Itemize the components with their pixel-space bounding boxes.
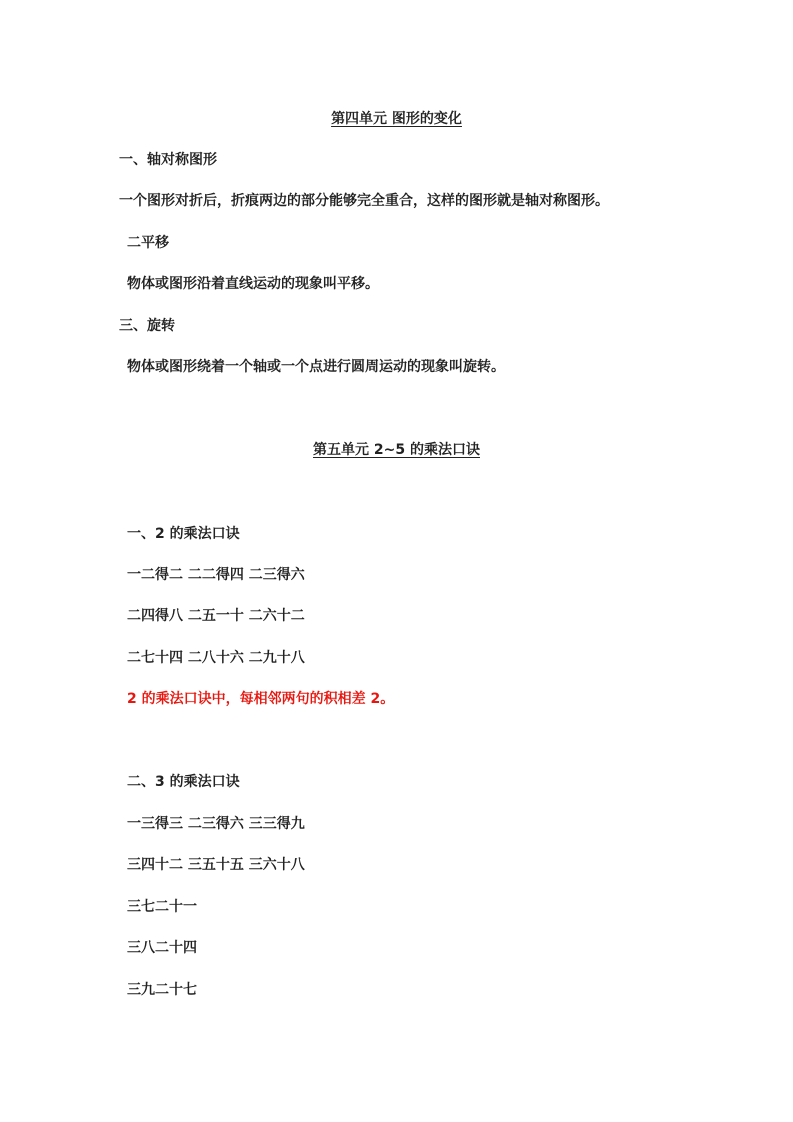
paragraph-axial-symmetry: 一个图形对折后，折痕两边的部分能够完全重合，这样的图形就是轴对称图形。 (119, 193, 609, 209)
section-heading-table-2: 一、2 的乘法口诀 (127, 526, 240, 542)
table-3-row: 三四十二 三五十五 三六十八 (127, 857, 305, 873)
paragraph-rotation: 物体或图形绕着一个轴或一个点进行圆周运动的现象叫旋转。 (127, 359, 505, 375)
paragraph-translation: 物体或图形沿着直线运动的现象叫平移。 (127, 276, 379, 292)
section-heading-translation: 二平移 (127, 235, 169, 251)
table-3-row: 三九二十七 (127, 982, 197, 998)
table-2-row: 二七十四 二八十六 二九十八 (127, 650, 305, 666)
table-2-note: 2 的乘法口诀中，每相邻两句的积相差 2。 (127, 691, 395, 707)
unit4-title: 第四单元 图形的变化 (331, 111, 462, 127)
unit5-title: 第五单元 2~5 的乘法口诀 (313, 442, 480, 458)
section-heading-table-3: 二、3 的乘法口诀 (127, 774, 240, 790)
section-heading-rotation: 三、旋转 (119, 318, 175, 334)
table-3-row: 一三得三 二三得六 三三得九 (127, 816, 305, 832)
table-2-row: 一二得二 二二得四 二三得六 (127, 567, 305, 583)
section-heading-axial-symmetry: 一、轴对称图形 (119, 152, 217, 168)
table-2-row: 二四得八 二五一十 二六十二 (127, 608, 305, 624)
table-3-row: 三七二十一 (127, 899, 197, 915)
table-3-row: 三八二十四 (127, 940, 197, 956)
